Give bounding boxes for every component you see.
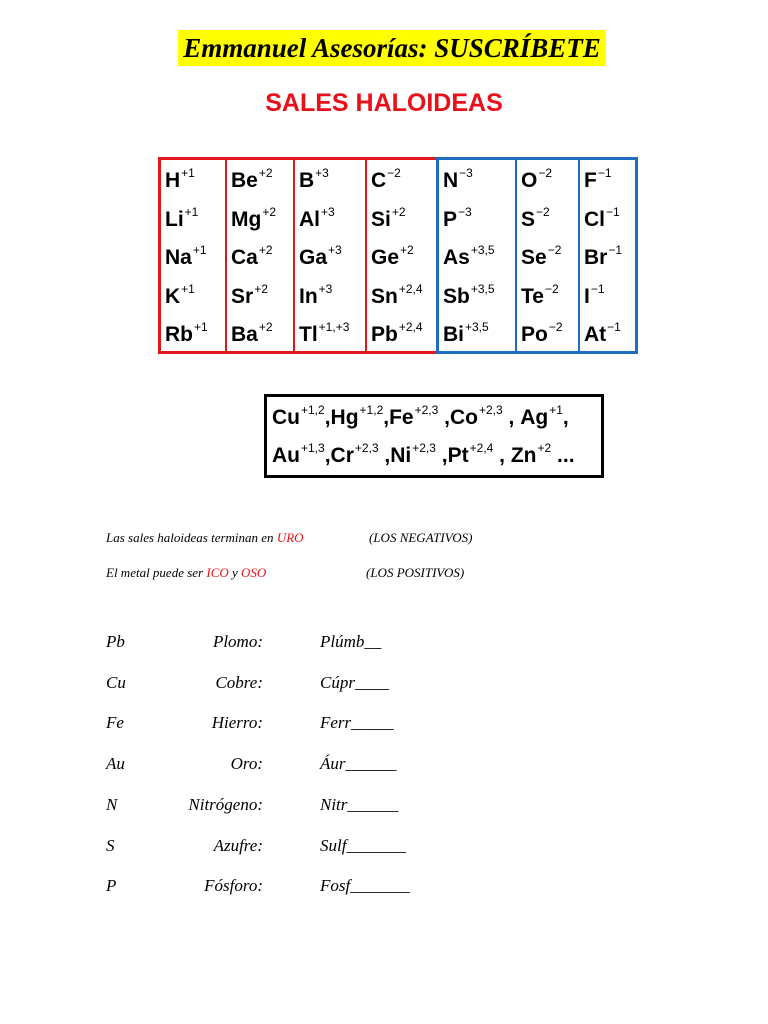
element-column: [517, 160, 580, 351]
element-symbol: Rb: [165, 323, 193, 347]
element-column: [580, 160, 635, 351]
element-cell: [299, 316, 365, 355]
element-cell: [443, 201, 515, 240]
element-symbol: Sb: [443, 284, 470, 308]
element-column: [367, 160, 436, 351]
note-ico-oso: [106, 565, 266, 581]
metal-symbol: Hg: [330, 406, 359, 429]
root-row: [0, 673, 768, 697]
oxidation-state: +1: [194, 320, 208, 335]
transition-metals-box: [264, 394, 604, 478]
element-cell: [521, 162, 578, 201]
element-cell: [165, 201, 225, 240]
element-symbol: F: [584, 169, 597, 193]
element-symbol: N: [443, 169, 459, 193]
element-cell: [371, 316, 436, 355]
separator: ,: [493, 444, 511, 467]
element-symbol: Li: [165, 207, 184, 231]
note-text: El metal puede ser: [106, 565, 207, 580]
oxidation-state: −1: [590, 281, 605, 296]
element-symbol: Al: [299, 207, 320, 231]
oxidation-state: +1,2: [301, 403, 325, 417]
oxidation-state: −3: [459, 166, 473, 181]
root-name: Fósforo:: [204, 876, 263, 896]
element-symbol: Be: [231, 169, 258, 193]
oxidation-state: +2: [391, 204, 406, 219]
root-row: [0, 795, 768, 819]
element-cell: [231, 316, 293, 355]
element-cell: [521, 316, 578, 355]
oxidation-state: −3: [458, 204, 472, 219]
element-symbol: Mg: [231, 207, 262, 231]
note-negatives: (LOS NEGATIVOS): [369, 530, 473, 545]
oxidation-state: −2: [536, 204, 550, 219]
oxidation-state: −2: [547, 243, 562, 258]
oxidation-state: +2: [258, 243, 273, 258]
element-cell: [371, 201, 436, 240]
note-highlight: ICO: [206, 565, 229, 580]
note-text: Las sales haloideas terminan en: [106, 530, 277, 545]
metal-symbol: Ag: [520, 406, 549, 429]
root-symbol: Fe: [106, 713, 124, 733]
root-symbol: Au: [106, 754, 125, 774]
element-cell: [231, 162, 293, 201]
oxidation-state: +1,3: [301, 441, 325, 455]
oxidation-state: −2: [548, 320, 563, 335]
separator: ...: [551, 444, 575, 467]
separator: ,: [324, 406, 331, 429]
element-symbol: In: [299, 284, 318, 308]
element-symbol: S: [521, 207, 536, 231]
element-symbol: P: [443, 207, 458, 231]
root-symbol: Cu: [106, 672, 126, 692]
root-name: Cobre:: [215, 672, 263, 692]
element-cell: [231, 239, 293, 278]
oxidation-state: +1: [549, 403, 563, 417]
oxidation-state: +1: [184, 204, 199, 219]
root-stem: Sulf_______: [320, 835, 406, 855]
element-symbol: Po: [521, 323, 548, 347]
element-symbol: Sr: [231, 284, 254, 308]
root-symbol: P: [106, 876, 117, 896]
root-name: Plomo:: [212, 632, 263, 651]
oxidation-state: +3: [315, 166, 329, 181]
separator: ,: [502, 406, 521, 429]
metal-symbol: Zn: [510, 444, 537, 467]
element-cell: [584, 201, 635, 240]
element-symbol: Si: [371, 207, 391, 231]
metal-symbol: Cu: [272, 406, 300, 429]
metal-symbol: Co: [449, 406, 478, 429]
element-symbol: Se: [521, 246, 547, 270]
oxidation-state: −1: [608, 243, 623, 258]
element-cell: [521, 278, 578, 317]
root-name: Hierro:: [211, 713, 263, 733]
oxidation-state: +3: [321, 204, 335, 219]
element-cell: [299, 162, 365, 201]
root-row: [0, 713, 768, 737]
element-column: [295, 160, 367, 351]
element-symbol: Tl: [299, 323, 318, 347]
channel-banner: Emmanuel Asesorías: SUSCRÍBETE: [178, 30, 606, 66]
note-highlight: OSO: [241, 565, 267, 580]
separator: ,: [435, 444, 448, 467]
element-cell: [521, 239, 578, 278]
element-symbol: Ga: [299, 246, 328, 270]
oxidation-state: −2: [538, 166, 553, 181]
element-cell: [443, 278, 515, 317]
oxidation-state: +3,5: [470, 281, 495, 296]
element-symbol: Sn: [371, 284, 398, 308]
oxidation-state: +2,3: [478, 403, 503, 417]
element-cell: [165, 278, 225, 317]
element-column: [227, 160, 295, 351]
element-cell: [299, 201, 365, 240]
element-symbol: Pb: [371, 323, 398, 347]
red-element-group: [158, 157, 439, 354]
oxidation-state: +2,3: [414, 403, 439, 417]
metal-symbol: Fe: [389, 406, 414, 429]
element-cell: [371, 162, 436, 201]
oxidation-state: +3,5: [470, 243, 495, 258]
oxidation-state: +1,2: [359, 403, 384, 417]
oxidation-state: +3: [328, 243, 342, 258]
element-cell: [443, 239, 515, 278]
element-symbol: Na: [165, 246, 192, 270]
element-symbol: H: [165, 169, 181, 193]
element-symbol: O: [521, 169, 538, 193]
note-positives: (LOS POSITIVOS): [366, 565, 465, 580]
root-name: Nitrógeno:: [188, 794, 263, 814]
note-highlight: URO: [276, 530, 304, 545]
oxidation-state: +3,5: [465, 320, 489, 335]
element-cell: [165, 239, 225, 278]
metals-line: [272, 437, 601, 475]
root-symbol: N: [106, 794, 118, 814]
oxidation-state: +2: [258, 166, 273, 181]
metals-line: [272, 399, 601, 437]
separator: ,: [383, 406, 390, 429]
element-cell: [584, 316, 635, 355]
root-row: [0, 754, 768, 778]
element-cell: [371, 239, 436, 278]
element-symbol: Cl: [584, 207, 605, 231]
metal-symbol: Ni: [390, 444, 412, 467]
oxidation-state: −2: [544, 281, 559, 296]
root-stem: Áur______: [320, 754, 397, 774]
element-cell: [299, 278, 365, 317]
blue-element-group: [436, 157, 638, 354]
oxidation-state: +2: [262, 204, 277, 219]
element-cell: [584, 278, 635, 317]
root-stem: Fosf_______: [320, 876, 410, 896]
page-title: SALES HALOIDEAS: [265, 89, 503, 117]
oxidation-state: +2: [258, 320, 273, 335]
element-symbol: Te: [521, 284, 544, 308]
element-cell: [165, 316, 225, 355]
element-symbol: Br: [584, 246, 608, 270]
note-uro: [106, 530, 304, 546]
oxidation-state: +1: [192, 243, 207, 258]
separator: ,: [438, 406, 450, 429]
oxidation-state: +1: [181, 281, 195, 296]
metal-symbol: Cr: [330, 444, 354, 467]
oxidation-state: −1: [597, 166, 612, 181]
element-symbol: Ge: [371, 246, 400, 270]
element-cell: [443, 162, 515, 201]
root-row: [0, 632, 768, 656]
root-row: [0, 876, 768, 900]
element-cell: [521, 201, 578, 240]
element-column: [161, 160, 227, 351]
separator: ,: [562, 406, 569, 429]
oxidation-state: +1: [181, 166, 195, 181]
element-cell: [299, 239, 365, 278]
element-symbol: K: [165, 284, 181, 308]
element-symbol: C: [371, 169, 387, 193]
element-column: [439, 160, 517, 351]
element-symbol: I: [584, 284, 590, 308]
separator: ,: [324, 444, 331, 467]
metal-symbol: Au: [272, 444, 300, 467]
element-cell: [584, 239, 635, 278]
root-symbol: S: [106, 835, 115, 855]
element-cell: [584, 162, 635, 201]
oxidation-state: +2,3: [412, 441, 436, 455]
element-cell: [165, 162, 225, 201]
root-row: [0, 836, 768, 860]
oxidation-state: +2: [254, 281, 268, 296]
oxidation-state: +2,4: [469, 441, 494, 455]
oxidation-state: +2: [537, 441, 552, 455]
element-symbol: Ca: [231, 246, 258, 270]
oxidation-state: +2,4: [398, 281, 423, 296]
root-name: Oro:: [230, 754, 263, 774]
oxidation-state: +1,+3: [318, 320, 350, 335]
element-symbol: Ba: [231, 323, 258, 347]
root-stem: Nitr______: [320, 794, 399, 814]
oxidation-state: +2,4: [398, 320, 423, 335]
oxidation-state: −2: [387, 166, 401, 181]
root-stem: Cúpr____: [320, 672, 389, 692]
oxidation-state: −1: [606, 204, 620, 219]
separator: ,: [378, 444, 391, 467]
metal-symbol: Pt: [447, 444, 469, 467]
element-symbol: B: [299, 169, 315, 193]
element-cell: [443, 316, 515, 355]
element-symbol: Bi: [443, 323, 464, 347]
root-stem: Ferr_____: [320, 713, 394, 733]
note-text: y: [228, 565, 242, 580]
oxidation-state: −1: [607, 320, 621, 335]
element-cell: [371, 278, 436, 317]
root-symbol: Pb: [106, 632, 125, 651]
element-cell: [231, 201, 293, 240]
element-symbol: At: [584, 323, 607, 347]
oxidation-state: +3: [318, 281, 333, 296]
oxidation-state: +2,3: [354, 441, 379, 455]
root-name: Azufre:: [213, 835, 263, 855]
oxidation-state: +2: [400, 243, 414, 258]
root-stem: Plúmb__: [320, 632, 382, 651]
element-symbol: As: [443, 246, 470, 270]
element-cell: [231, 278, 293, 317]
